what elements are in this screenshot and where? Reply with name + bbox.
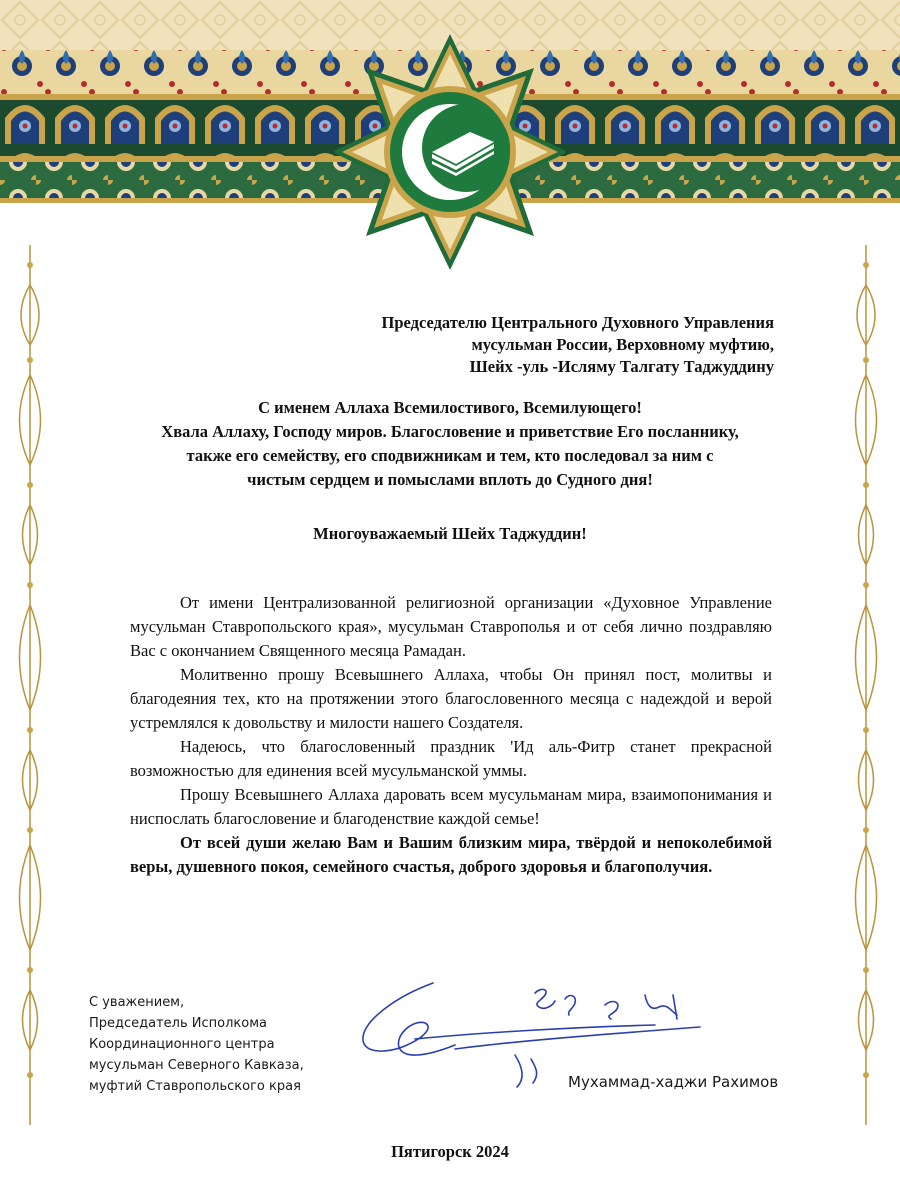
paragraph: Надеюсь, что благословенный праздник 'Ид аль-Фитр станет прекрасной возможностью для единения всей мусульманской уммы. xyxy=(130,737,772,780)
invocation-line: С именем Аллаха Всемилостивого, Всемилующего! xyxy=(258,398,642,417)
letter-body xyxy=(130,591,772,879)
paragraph: От имени Централизованной религиозной организации «Духовное Управление мусульман Ставропольского края», мусульман Ставрополья и от себя лично поздравляю Вас с окончанием Священного месяца Рамадан. xyxy=(130,593,772,660)
paragraph: Молитвенно прошу Всевышнего Аллаха, чтобы Он принял пост, молитвы и благодеяния тех, кто на протяжении этого благословенного месяца с надеждой и верой устремлялся к довольству и милости нашего Создателя. xyxy=(130,665,772,732)
addressee-line: Шейх -уль -Исляму Талгату Таджуддину xyxy=(469,357,774,376)
addressee-line: мусульман России, Верховному муфтию, xyxy=(471,335,774,354)
left-border-ornament xyxy=(14,245,46,1125)
signoff-line: С уважением, xyxy=(89,995,185,1010)
salutation: Многоуважаемый Шейх Таджуддин! xyxy=(313,524,587,543)
place-and-year: Пятигорск 2024 xyxy=(391,1142,509,1161)
paragraph: Прошу Всевышнего Аллаха даровать всем мусульманам мира, взаимопонимания и ниспослать благословение и благоденствие каждой семье! xyxy=(130,785,772,828)
crescent-book-icon xyxy=(335,30,565,275)
right-border-ornament xyxy=(850,245,882,1125)
signoff-line: Председатель Исполкома xyxy=(89,1016,268,1031)
closing-wish-paragraph: От всей души желаю Вам и Вашим близким мира, твёрдой и непоколебимой веры, душевного покоя, семейного счастья, доброго здоровья и благополучия. xyxy=(130,833,772,876)
invocation-line: чистым сердцем и помыслами вплоть до Судного дня! xyxy=(247,470,653,489)
signoff-line: Координационного центра xyxy=(89,1037,275,1052)
signoff-block xyxy=(89,992,389,1097)
signoff-line: муфтий Ставропольского края xyxy=(89,1079,301,1094)
addressee-block xyxy=(300,312,774,378)
signoff-line: мусульман Северного Кавказа, xyxy=(89,1058,304,1073)
signer-name: Мухаммад-хаджи Рахимов xyxy=(568,1073,779,1091)
addressee-line: Председателю Центрального Духовного Управления xyxy=(381,313,774,332)
invocation-block xyxy=(100,396,800,492)
invocation-line: Хвала Аллаху, Господу миров. Благословение и приветствие Его посланнику, xyxy=(161,422,739,441)
invocation-line: также его семейству, его сподвижникам и тем, кто последовал за ним с xyxy=(186,446,714,465)
